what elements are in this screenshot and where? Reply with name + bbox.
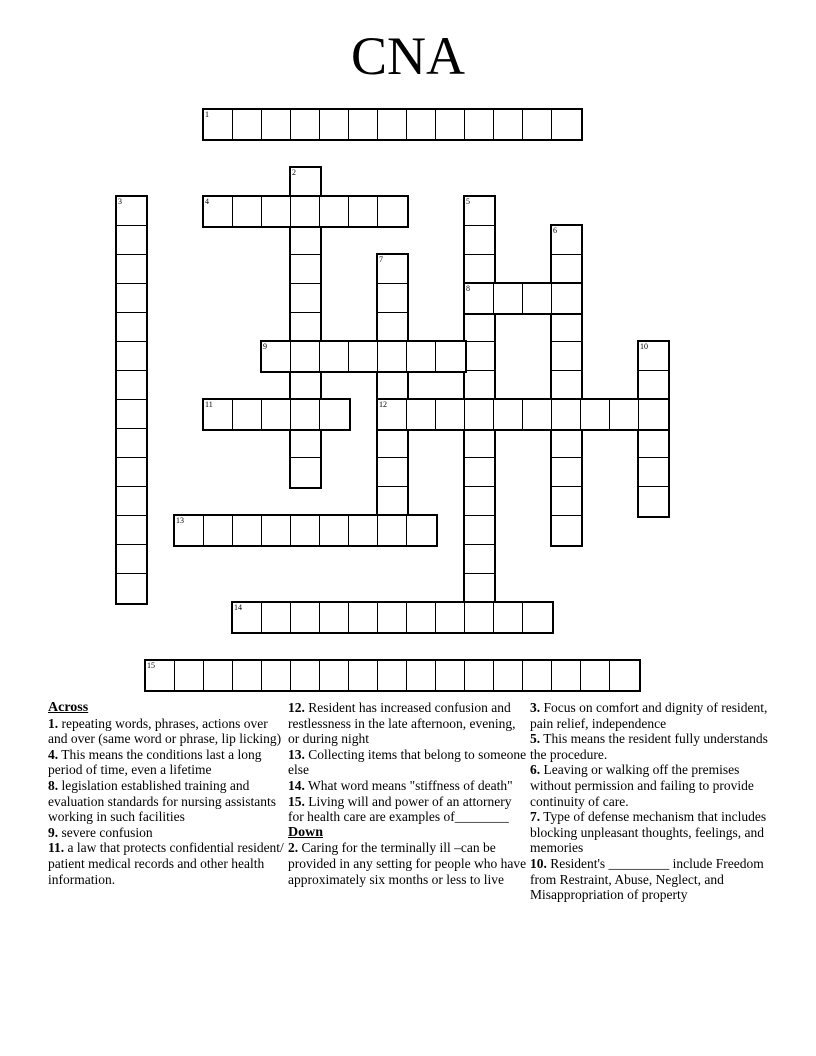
grid-cell [349, 197, 378, 226]
grid-cell [291, 110, 320, 139]
word-12-across [376, 398, 670, 431]
grid-cell [320, 197, 349, 226]
clue-number: 9. [48, 824, 59, 840]
cell-number: 10 [640, 342, 648, 351]
clue-5: 5. This means the resident fully understands the procedure. [530, 731, 768, 762]
grid-cell [349, 516, 378, 545]
grid-cell [291, 371, 320, 400]
grid-cell [552, 284, 581, 313]
grid-cell [465, 487, 494, 516]
grid-cell [291, 429, 320, 458]
grid-cell [204, 197, 233, 226]
clue-number: 7. [530, 809, 541, 825]
grid-cell [552, 516, 581, 545]
grid-cell [349, 342, 378, 371]
clue-number: 10. [530, 855, 547, 871]
grid-cell [465, 226, 494, 255]
grid-cell [204, 400, 233, 429]
grid-cell [465, 110, 494, 139]
grid-cell [378, 603, 407, 632]
grid-cell [262, 661, 291, 690]
grid-cell [233, 110, 262, 139]
grid-cell [291, 603, 320, 632]
grid-cell [291, 661, 320, 690]
word-11-across [202, 398, 351, 431]
cell-number: 3 [118, 197, 122, 206]
cell-number: 9 [263, 342, 267, 351]
grid-cell [320, 110, 349, 139]
clue-12: 12. Resident has increased confusion and restlessness in the late afternoon, evening, or during night [288, 700, 516, 747]
grid-cell [465, 516, 494, 545]
grid-cell [523, 661, 552, 690]
grid-cell [291, 400, 320, 429]
grid-cell [320, 516, 349, 545]
grid-cell [291, 197, 320, 226]
grid-cell [581, 400, 610, 429]
grid-cell [523, 603, 552, 632]
grid-cell [552, 226, 581, 255]
clue-section-header-across: Across [48, 700, 89, 715]
clue-number: 2. [288, 840, 299, 856]
grid-cell [639, 429, 668, 458]
grid-cell [378, 371, 407, 400]
grid-cell [378, 400, 407, 429]
cell-number: 14 [234, 603, 242, 612]
grid-cell [465, 284, 494, 313]
grid-cell [523, 400, 552, 429]
grid-cell [494, 284, 523, 313]
grid-cell [378, 342, 407, 371]
word-13-across [173, 514, 438, 547]
grid-cell [407, 516, 436, 545]
grid-cell [262, 110, 291, 139]
grid-cell [552, 458, 581, 487]
grid-cell [117, 574, 146, 603]
word-14-across [231, 601, 554, 634]
grid-cell [552, 661, 581, 690]
word-15-across [144, 659, 641, 692]
grid-cell [291, 458, 320, 487]
grid-cell [378, 255, 407, 284]
grid-cell [465, 545, 494, 574]
clue-7: 7. Type of defense mechanism that includes blocking unpleasant thoughts, feelings, and memories [530, 809, 767, 856]
grid-cell [291, 255, 320, 284]
grid-cell [320, 342, 349, 371]
cell-number: 4 [205, 197, 209, 206]
grid-cell [465, 313, 494, 342]
clue-13: 13. Collecting items that belong to someone else [288, 746, 527, 778]
grid-cell [291, 168, 320, 197]
grid-cell [407, 342, 436, 371]
grid-cell [349, 603, 378, 632]
word-3-down [115, 195, 148, 605]
grid-cell [494, 661, 523, 690]
clue-number: 13. [288, 746, 305, 762]
grid-cell [204, 516, 233, 545]
grid-cell [175, 661, 204, 690]
grid-cell [146, 661, 175, 690]
grid-cell [262, 342, 291, 371]
grid-cell [378, 110, 407, 139]
clue-column-2 [288, 700, 528, 887]
grid-cell [378, 458, 407, 487]
grid-cell [436, 400, 465, 429]
grid-cell [291, 516, 320, 545]
grid-cell [407, 110, 436, 139]
clue-4: 4. This means the conditions last a long period of time, even a lifetime [48, 746, 262, 778]
grid-cell [465, 429, 494, 458]
clue-number: 8. [48, 777, 59, 793]
word-6-down [550, 224, 583, 547]
grid-cell [262, 400, 291, 429]
clue-3: 3. Focus on comfort and dignity of resident, pain relief, independence [530, 700, 768, 731]
grid-cell [465, 603, 494, 632]
grid-cell [291, 313, 320, 342]
grid-cell [320, 400, 349, 429]
word-8-across [463, 282, 583, 315]
clue-6: 6. Leaving or walking off the premises without permission and failing to provide continuity of care. [530, 762, 754, 809]
grid-cell [552, 255, 581, 284]
puzzle-title: CNA [350, 26, 465, 86]
word-1-across [202, 108, 583, 141]
clue-14: 14. What word means "stiffness of death" [288, 777, 513, 793]
grid-cell [407, 661, 436, 690]
grid-cell [117, 516, 146, 545]
grid-cell [233, 661, 262, 690]
grid-cell [378, 313, 407, 342]
grid-cell [262, 603, 291, 632]
clue-column-1 [48, 700, 288, 887]
grid-cell [552, 429, 581, 458]
grid-cell [552, 313, 581, 342]
cell-number: 1 [205, 110, 209, 119]
grid-cell [523, 110, 552, 139]
grid-cell [639, 371, 668, 400]
grid-cell [610, 400, 639, 429]
grid-cell [378, 284, 407, 313]
grid-cell [610, 661, 639, 690]
grid-cell [581, 661, 610, 690]
grid-cell [117, 400, 146, 429]
grid-cell [117, 342, 146, 371]
grid-cell [117, 226, 146, 255]
grid-cell [320, 603, 349, 632]
grid-cell [117, 487, 146, 516]
clue-11: 11. a law that protects confidential resident/ patient medical records and other health information. [48, 840, 284, 887]
grid-cell [175, 516, 204, 545]
grid-cell [233, 400, 262, 429]
grid-cell [465, 661, 494, 690]
cell-number: 13 [176, 516, 184, 525]
grid-cell [465, 458, 494, 487]
grid-cell [349, 661, 378, 690]
clue-number: 1. [48, 715, 59, 731]
cell-number: 2 [292, 168, 296, 177]
grid-cell [117, 458, 146, 487]
grid-cell [494, 400, 523, 429]
grid-cell [117, 429, 146, 458]
grid-cell [465, 255, 494, 284]
grid-cell [494, 110, 523, 139]
clue-number: 14. [288, 777, 305, 793]
grid-cell [291, 226, 320, 255]
cell-number: 12 [379, 400, 387, 409]
grid-cell [639, 487, 668, 516]
grid-cell [465, 400, 494, 429]
grid-cell [494, 603, 523, 632]
grid-cell [436, 110, 465, 139]
crossword-grid [117, 110, 677, 700]
grid-cell [117, 197, 146, 226]
grid-cell [436, 342, 465, 371]
grid-cell [639, 400, 668, 429]
grid-cell [204, 661, 233, 690]
grid-cell [117, 313, 146, 342]
grid-cell [378, 429, 407, 458]
clue-number: 3. [530, 700, 541, 715]
word-9-across [260, 340, 467, 373]
grid-cell [117, 371, 146, 400]
grid-cell [262, 516, 291, 545]
grid-cell [552, 110, 581, 139]
grid-cell [320, 661, 349, 690]
grid-cell [117, 545, 146, 574]
clue-column-3 [530, 700, 778, 903]
cell-number: 5 [466, 197, 470, 206]
grid-cell [552, 342, 581, 371]
grid-cell [639, 342, 668, 371]
grid-cell [233, 603, 262, 632]
grid-cell [117, 284, 146, 313]
clue-number: 15. [288, 793, 305, 809]
grid-cell [523, 284, 552, 313]
grid-cell [552, 487, 581, 516]
grid-cell [407, 400, 436, 429]
grid-cell [291, 284, 320, 313]
grid-cell [349, 110, 378, 139]
grid-cell [378, 516, 407, 545]
grid-cell [552, 371, 581, 400]
cell-number: 6 [553, 226, 557, 235]
clue-number: 11. [48, 840, 65, 856]
grid-cell [465, 371, 494, 400]
grid-cell [639, 458, 668, 487]
cell-number: 15 [147, 661, 155, 670]
grid-cell [233, 197, 262, 226]
clue-number: 6. [530, 762, 541, 778]
grid-cell [552, 400, 581, 429]
clue-15: 15. Living will and power of an attornery for health care are examples of________ [288, 793, 512, 825]
cell-number: 7 [379, 255, 383, 264]
grid-cell [117, 255, 146, 284]
clue-8: 8. legislation established training and evaluation standards for nursing assistants working in such facilities [48, 777, 276, 825]
grid-cell [262, 197, 291, 226]
cell-number: 8 [466, 284, 470, 293]
clue-number: 4. [48, 746, 59, 762]
grid-cell [378, 487, 407, 516]
clue-number: 12. [288, 700, 305, 715]
clue-section-header-down: Down [288, 824, 324, 840]
clue-1: 1. repeating words, phrases, actions over and over (same word or phrase, lip licking) [48, 715, 282, 747]
grid-cell [233, 516, 262, 545]
grid-cell [378, 197, 407, 226]
grid-cell [378, 661, 407, 690]
grid-cell [436, 603, 465, 632]
grid-cell [465, 342, 494, 371]
clue-10: 10. Resident's _________ include Freedom from Restraint, Abuse, Neglect, and Misappropriation of property [530, 855, 764, 903]
grid-cell [465, 197, 494, 226]
clue-number: 5. [530, 731, 541, 747]
grid-cell [436, 661, 465, 690]
grid-cell [407, 603, 436, 632]
grid-cell [291, 342, 320, 371]
grid-cell [465, 574, 494, 603]
cell-number: 11 [205, 400, 213, 409]
word-4-across [202, 195, 409, 228]
grid-cell [204, 110, 233, 139]
clue-9: 9. severe confusion [48, 824, 153, 840]
clue-2: 2. Caring for the terminally ill –can be provided in any setting for people who have approximately six months or less to live [288, 840, 527, 887]
